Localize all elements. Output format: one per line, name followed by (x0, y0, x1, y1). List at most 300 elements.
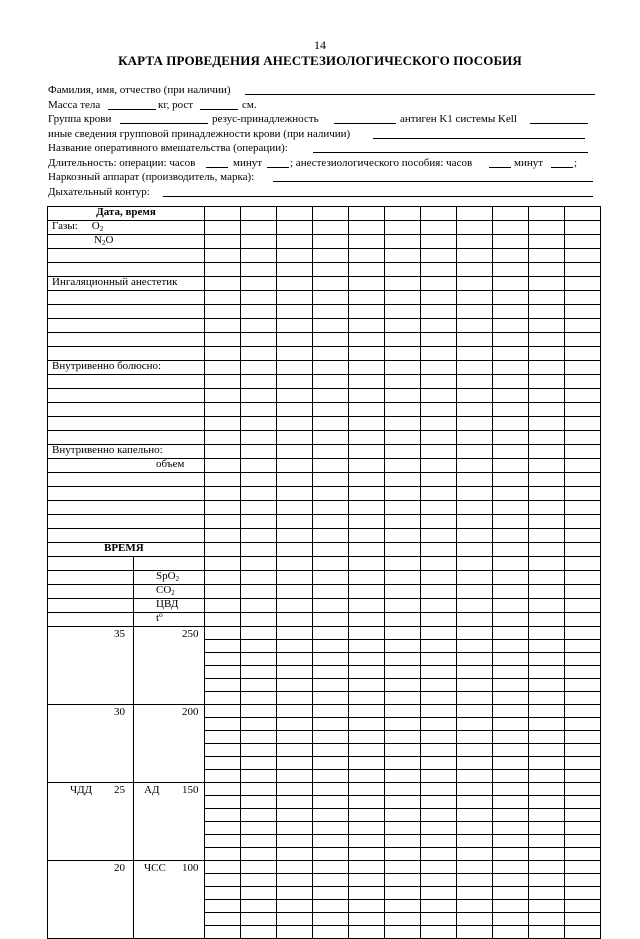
grid-cell[interactable] (565, 913, 601, 926)
grid-cell[interactable] (277, 809, 313, 822)
grid-cell[interactable] (349, 501, 385, 515)
grid-cell[interactable] (205, 319, 241, 333)
grid-cell[interactable] (277, 900, 313, 913)
grid-cell[interactable] (277, 249, 313, 263)
grid-cell[interactable] (529, 235, 565, 249)
op-minutes-field[interactable] (267, 167, 289, 168)
grid-cell[interactable] (313, 874, 349, 887)
grid-cell[interactable] (385, 333, 421, 347)
grid-cell[interactable] (205, 679, 241, 692)
grid-cell[interactable] (277, 403, 313, 417)
grid-cell[interactable] (205, 249, 241, 263)
grid-cell[interactable] (349, 557, 385, 571)
grid-cell[interactable] (493, 731, 529, 744)
grid-cell[interactable] (277, 679, 313, 692)
grid-cell[interactable] (349, 770, 385, 783)
grid-cell[interactable] (241, 501, 277, 515)
grid-cell[interactable] (529, 770, 565, 783)
grid-cell[interactable] (385, 835, 421, 848)
grid-cell[interactable] (421, 347, 457, 361)
grid-cell[interactable] (349, 757, 385, 770)
grid-cell[interactable] (205, 403, 241, 417)
grid-cell[interactable] (565, 291, 601, 305)
grid-cell[interactable] (241, 585, 277, 599)
grid-cell[interactable] (493, 627, 529, 640)
grid-cell[interactable] (493, 900, 529, 913)
grid-cell[interactable] (385, 445, 421, 459)
grid-cell[interactable] (205, 585, 241, 599)
grid-cell[interactable] (565, 705, 601, 718)
grid-cell[interactable] (349, 640, 385, 653)
grid-cell[interactable] (205, 640, 241, 653)
grid-cell[interactable] (457, 557, 493, 571)
grid-cell[interactable] (241, 783, 277, 796)
grid-cell[interactable] (313, 291, 349, 305)
grid-cell[interactable] (421, 744, 457, 757)
grid-cell[interactable] (313, 557, 349, 571)
grid-cell[interactable] (565, 848, 601, 861)
grid-cell[interactable] (205, 796, 241, 809)
grid-cell[interactable] (421, 417, 457, 431)
grid-cell[interactable] (493, 585, 529, 599)
grid-cell[interactable] (493, 515, 529, 529)
grid-cell[interactable] (241, 529, 277, 543)
grid-cell[interactable] (421, 666, 457, 679)
grid-cell[interactable] (313, 744, 349, 757)
grid-cell[interactable] (205, 913, 241, 926)
grid-cell[interactable] (457, 375, 493, 389)
grid-cell[interactable] (385, 913, 421, 926)
grid-cell[interactable] (205, 431, 241, 445)
grid-cell[interactable] (313, 653, 349, 666)
grid-cell[interactable] (205, 770, 241, 783)
grid-cell[interactable] (277, 913, 313, 926)
grid-cell[interactable] (385, 417, 421, 431)
grid-cell[interactable] (277, 221, 313, 235)
grid-cell[interactable] (277, 874, 313, 887)
grid-cell[interactable] (529, 403, 565, 417)
grid-cell[interactable] (529, 731, 565, 744)
grid-cell[interactable] (529, 666, 565, 679)
grid-cell[interactable] (457, 515, 493, 529)
grid-cell[interactable] (313, 501, 349, 515)
grid-cell[interactable] (277, 207, 313, 221)
grid-cell[interactable] (349, 796, 385, 809)
grid-cell[interactable] (349, 361, 385, 375)
grid-cell[interactable] (457, 822, 493, 835)
grid-cell[interactable] (385, 692, 421, 705)
grid-cell[interactable] (241, 221, 277, 235)
operation-field[interactable] (313, 152, 588, 153)
grid-cell[interactable] (457, 770, 493, 783)
grid-cell[interactable] (313, 796, 349, 809)
grid-cell[interactable] (241, 277, 277, 291)
grid-cell[interactable] (277, 835, 313, 848)
grid-cell[interactable] (493, 221, 529, 235)
grid-cell[interactable] (421, 679, 457, 692)
grid-cell[interactable] (241, 487, 277, 501)
grid-cell[interactable] (529, 221, 565, 235)
grid-cell[interactable] (313, 809, 349, 822)
grid-cell[interactable] (277, 783, 313, 796)
grid-cell[interactable] (493, 679, 529, 692)
grid-cell[interactable] (205, 263, 241, 277)
grid-cell[interactable] (493, 333, 529, 347)
grid-cell[interactable] (205, 515, 241, 529)
grid-cell[interactable] (565, 718, 601, 731)
grid-cell[interactable] (349, 848, 385, 861)
grid-cell[interactable] (457, 389, 493, 403)
grid-cell[interactable] (205, 744, 241, 757)
grid-cell[interactable] (457, 679, 493, 692)
grid-cell[interactable] (493, 473, 529, 487)
grid-cell[interactable] (349, 305, 385, 319)
grid-cell[interactable] (313, 235, 349, 249)
grid-cell[interactable] (565, 640, 601, 653)
grid-cell[interactable] (421, 926, 457, 939)
grid-cell[interactable] (205, 347, 241, 361)
grid-cell[interactable] (421, 501, 457, 515)
grid-cell[interactable] (565, 874, 601, 887)
grid-cell[interactable] (241, 653, 277, 666)
grid-cell[interactable] (457, 796, 493, 809)
other-blood-field[interactable] (373, 138, 585, 139)
grid-cell[interactable] (313, 599, 349, 613)
grid-cell[interactable] (457, 207, 493, 221)
grid-cell[interactable] (385, 796, 421, 809)
grid-cell[interactable] (565, 543, 601, 557)
grid-cell[interactable] (457, 235, 493, 249)
grid-cell[interactable] (241, 913, 277, 926)
grid-cell[interactable] (385, 770, 421, 783)
grid-cell[interactable] (205, 926, 241, 939)
grid-cell[interactable] (457, 347, 493, 361)
grid-cell[interactable] (385, 848, 421, 861)
grid-cell[interactable] (349, 235, 385, 249)
grid-cell[interactable] (349, 900, 385, 913)
grid-cell[interactable] (205, 666, 241, 679)
grid-cell[interactable] (457, 221, 493, 235)
grid-cell[interactable] (349, 627, 385, 640)
grid-cell[interactable] (277, 731, 313, 744)
grid-cell[interactable] (241, 744, 277, 757)
grid-cell[interactable] (277, 571, 313, 585)
grid-cell[interactable] (493, 718, 529, 731)
grid-cell[interactable] (277, 333, 313, 347)
rhesus-field[interactable] (334, 123, 396, 124)
grid-cell[interactable] (205, 599, 241, 613)
grid-cell[interactable] (493, 347, 529, 361)
grid-cell[interactable] (493, 207, 529, 221)
grid-cell[interactable] (313, 783, 349, 796)
grid-cell[interactable] (457, 640, 493, 653)
grid-cell[interactable] (421, 900, 457, 913)
grid-cell[interactable] (313, 900, 349, 913)
grid-cell[interactable] (457, 571, 493, 585)
grid-cell[interactable] (385, 809, 421, 822)
grid-cell[interactable] (565, 375, 601, 389)
grid-cell[interactable] (493, 848, 529, 861)
grid-cell[interactable] (241, 666, 277, 679)
grid-cell[interactable] (529, 501, 565, 515)
grid-cell[interactable] (493, 571, 529, 585)
grid-cell[interactable] (421, 529, 457, 543)
grid-cell[interactable] (421, 757, 457, 770)
grid-cell[interactable] (421, 718, 457, 731)
grid-cell[interactable] (385, 705, 421, 718)
grid-cell[interactable] (241, 347, 277, 361)
grid-cell[interactable] (421, 221, 457, 235)
grid-cell[interactable] (385, 744, 421, 757)
grid-cell[interactable] (277, 848, 313, 861)
grid-cell[interactable] (385, 431, 421, 445)
grid-cell[interactable] (205, 305, 241, 319)
grid-cell[interactable] (565, 445, 601, 459)
grid-cell[interactable] (313, 731, 349, 744)
grid-cell[interactable] (529, 848, 565, 861)
grid-cell[interactable] (313, 487, 349, 501)
grid-cell[interactable] (241, 627, 277, 640)
grid-cell[interactable] (277, 653, 313, 666)
grid-cell[interactable] (277, 529, 313, 543)
grid-cell[interactable] (349, 731, 385, 744)
grid-cell[interactable] (241, 403, 277, 417)
grid-cell[interactable] (529, 291, 565, 305)
grid-cell[interactable] (457, 835, 493, 848)
grid-cell[interactable] (277, 613, 313, 627)
circuit-field[interactable] (163, 196, 593, 197)
grid-cell[interactable] (313, 431, 349, 445)
grid-cell[interactable] (349, 543, 385, 557)
anesth-hours-field[interactable] (489, 167, 511, 168)
grid-cell[interactable] (385, 599, 421, 613)
grid-cell[interactable] (241, 640, 277, 653)
grid-cell[interactable] (457, 487, 493, 501)
grid-cell[interactable] (421, 653, 457, 666)
grid-cell[interactable] (349, 692, 385, 705)
grid-cell[interactable] (421, 403, 457, 417)
grid-cell[interactable] (457, 783, 493, 796)
grid-cell[interactable] (241, 900, 277, 913)
grid-cell[interactable] (313, 459, 349, 473)
grid-cell[interactable] (421, 913, 457, 926)
grid-cell[interactable] (313, 887, 349, 900)
grid-cell[interactable] (421, 585, 457, 599)
grid-cell[interactable] (241, 207, 277, 221)
grid-cell[interactable] (385, 515, 421, 529)
grid-cell[interactable] (241, 757, 277, 770)
grid-cell[interactable] (385, 861, 421, 874)
grid-cell[interactable] (241, 361, 277, 375)
grid-cell[interactable] (277, 557, 313, 571)
grid-cell[interactable] (529, 417, 565, 431)
grid-cell[interactable] (205, 445, 241, 459)
grid-cell[interactable] (421, 571, 457, 585)
grid-cell[interactable] (565, 319, 601, 333)
grid-cell[interactable] (529, 375, 565, 389)
grid-cell[interactable] (529, 744, 565, 757)
grid-cell[interactable] (565, 653, 601, 666)
grid-cell[interactable] (421, 459, 457, 473)
grid-cell[interactable] (565, 613, 601, 627)
grid-cell[interactable] (313, 249, 349, 263)
grid-cell[interactable] (457, 473, 493, 487)
grid-cell[interactable] (385, 235, 421, 249)
grid-cell[interactable] (277, 757, 313, 770)
grid-cell[interactable] (349, 277, 385, 291)
grid-cell[interactable] (565, 431, 601, 445)
grid-cell[interactable] (385, 305, 421, 319)
grid-cell[interactable] (385, 487, 421, 501)
grid-cell[interactable] (385, 389, 421, 403)
grid-cell[interactable] (385, 822, 421, 835)
grid-cell[interactable] (529, 333, 565, 347)
grid-cell[interactable] (349, 529, 385, 543)
grid-cell[interactable] (277, 431, 313, 445)
grid-cell[interactable] (241, 235, 277, 249)
grid-cell[interactable] (421, 770, 457, 783)
grid-cell[interactable] (205, 887, 241, 900)
grid-cell[interactable] (277, 861, 313, 874)
grid-cell[interactable] (565, 515, 601, 529)
grid-cell[interactable] (277, 347, 313, 361)
grid-cell[interactable] (493, 783, 529, 796)
grid-cell[interactable] (385, 557, 421, 571)
grid-cell[interactable] (385, 403, 421, 417)
grid-cell[interactable] (385, 731, 421, 744)
grid-cell[interactable] (457, 291, 493, 305)
grid-cell[interactable] (277, 822, 313, 835)
grid-cell[interactable] (385, 375, 421, 389)
grid-cell[interactable] (205, 207, 241, 221)
grid-cell[interactable] (529, 445, 565, 459)
grid-cell[interactable] (313, 770, 349, 783)
grid-cell[interactable] (313, 679, 349, 692)
grid-cell[interactable] (313, 375, 349, 389)
grid-cell[interactable] (493, 796, 529, 809)
grid-cell[interactable] (385, 263, 421, 277)
grid-cell[interactable] (277, 543, 313, 557)
grid-cell[interactable] (421, 705, 457, 718)
grid-cell[interactable] (529, 599, 565, 613)
grid-cell[interactable] (277, 887, 313, 900)
grid-cell[interactable] (421, 249, 457, 263)
grid-cell[interactable] (493, 757, 529, 770)
grid-cell[interactable] (385, 874, 421, 887)
grid-cell[interactable] (277, 640, 313, 653)
grid-cell[interactable] (493, 445, 529, 459)
grid-cell[interactable] (493, 640, 529, 653)
grid-cell[interactable] (277, 718, 313, 731)
grid-cell[interactable] (529, 305, 565, 319)
grid-cell[interactable] (421, 861, 457, 874)
grid-cell[interactable] (313, 361, 349, 375)
grid-cell[interactable] (205, 822, 241, 835)
grid-cell[interactable] (565, 599, 601, 613)
grid-cell[interactable] (493, 277, 529, 291)
grid-cell[interactable] (421, 822, 457, 835)
grid-cell[interactable] (349, 333, 385, 347)
grid-cell[interactable] (421, 389, 457, 403)
grid-cell[interactable] (529, 207, 565, 221)
grid-cell[interactable] (457, 718, 493, 731)
grid-cell[interactable] (277, 666, 313, 679)
grid-cell[interactable] (457, 277, 493, 291)
grid-cell[interactable] (457, 861, 493, 874)
grid-cell[interactable] (313, 835, 349, 848)
grid-cell[interactable] (241, 770, 277, 783)
grid-cell[interactable] (205, 653, 241, 666)
grid-cell[interactable] (241, 796, 277, 809)
grid-cell[interactable] (349, 926, 385, 939)
grid-cell[interactable] (457, 333, 493, 347)
grid-cell[interactable] (205, 900, 241, 913)
grid-cell[interactable] (205, 627, 241, 640)
grid-cell[interactable] (349, 389, 385, 403)
grid-cell[interactable] (565, 744, 601, 757)
grid-cell[interactable] (493, 666, 529, 679)
grid-cell[interactable] (529, 796, 565, 809)
grid-cell[interactable] (457, 809, 493, 822)
grid-cell[interactable] (349, 263, 385, 277)
grid-cell[interactable] (241, 389, 277, 403)
grid-cell[interactable] (529, 263, 565, 277)
grid-cell[interactable] (277, 473, 313, 487)
grid-cell[interactable] (493, 874, 529, 887)
grid-cell[interactable] (241, 718, 277, 731)
grid-cell[interactable] (349, 571, 385, 585)
grid-cell[interactable] (457, 613, 493, 627)
grid-cell[interactable] (313, 319, 349, 333)
grid-cell[interactable] (421, 277, 457, 291)
grid-cell[interactable] (421, 473, 457, 487)
grid-cell[interactable] (493, 835, 529, 848)
grid-cell[interactable] (529, 718, 565, 731)
grid-cell[interactable] (205, 543, 241, 557)
grid-cell[interactable] (457, 249, 493, 263)
grid-cell[interactable] (565, 783, 601, 796)
grid-cell[interactable] (349, 207, 385, 221)
grid-cell[interactable] (457, 913, 493, 926)
grid-cell[interactable] (421, 613, 457, 627)
grid-cell[interactable] (313, 613, 349, 627)
grid-cell[interactable] (205, 861, 241, 874)
grid-cell[interactable] (205, 718, 241, 731)
grid-cell[interactable] (565, 361, 601, 375)
grid-cell[interactable] (457, 692, 493, 705)
grid-cell[interactable] (349, 515, 385, 529)
grid-cell[interactable] (529, 571, 565, 585)
grid-cell[interactable] (457, 319, 493, 333)
grid-cell[interactable] (385, 757, 421, 770)
grid-cell[interactable] (493, 263, 529, 277)
grid-cell[interactable] (313, 305, 349, 319)
grid-cell[interactable] (349, 679, 385, 692)
grid-cell[interactable] (529, 757, 565, 770)
grid-cell[interactable] (457, 431, 493, 445)
grid-cell[interactable] (241, 305, 277, 319)
grid-cell[interactable] (277, 263, 313, 277)
grid-cell[interactable] (421, 599, 457, 613)
grid-cell[interactable] (241, 431, 277, 445)
grid-cell[interactable] (493, 459, 529, 473)
grid-cell[interactable] (421, 333, 457, 347)
grid-cell[interactable] (313, 692, 349, 705)
grid-cell[interactable] (457, 757, 493, 770)
grid-cell[interactable] (565, 679, 601, 692)
grid-cell[interactable] (277, 770, 313, 783)
grid-cell[interactable] (529, 822, 565, 835)
